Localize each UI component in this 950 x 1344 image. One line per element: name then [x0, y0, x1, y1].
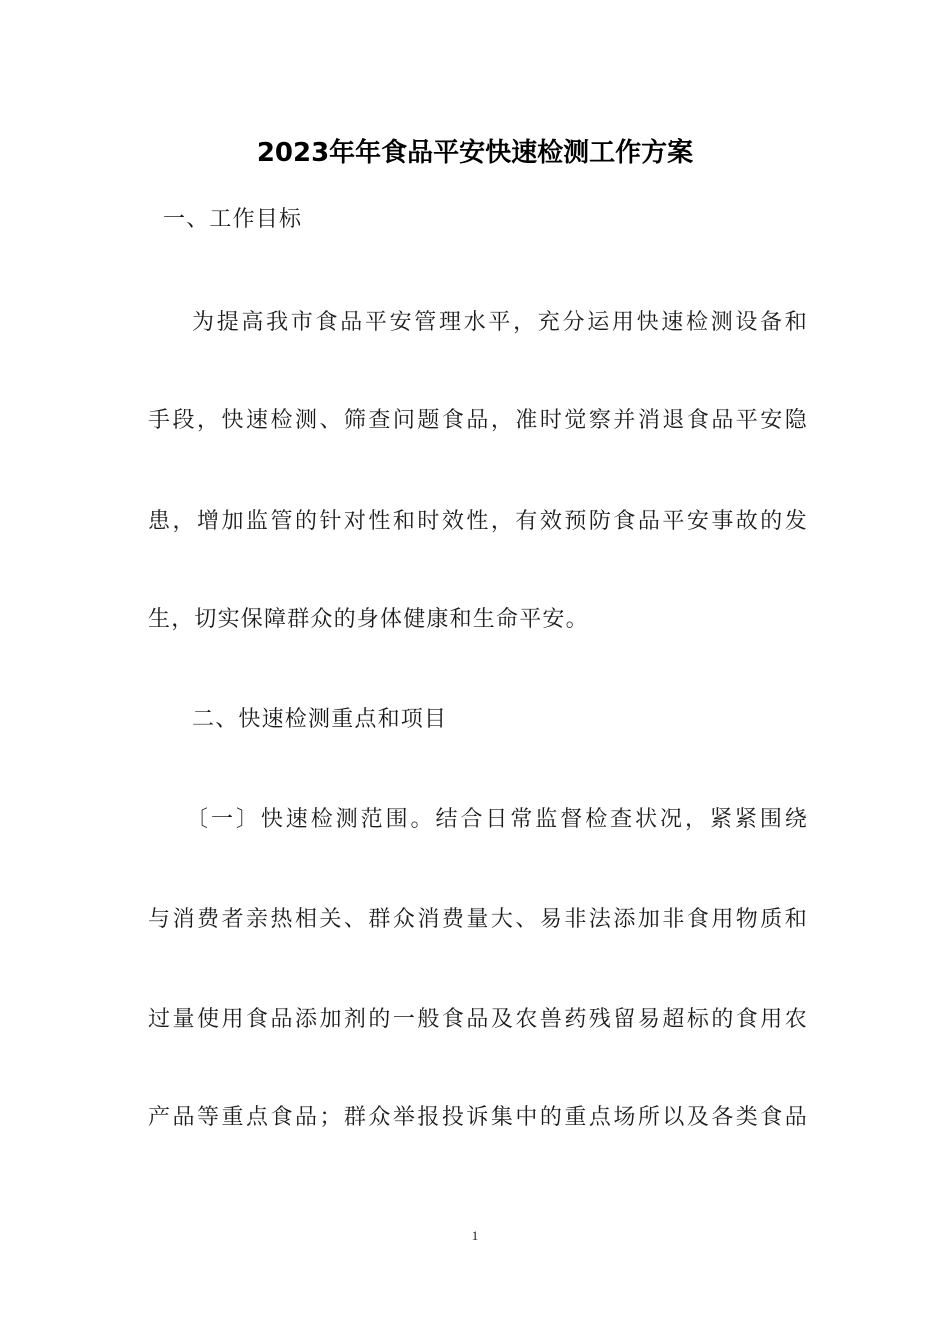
paragraph-line: 生，切实保障群众的身体健康和生命平安。 [148, 607, 589, 632]
paragraph-line: 与消费者亲热相关、群众消费量大、易非法添加非食用物质和 [148, 907, 808, 932]
document-title: 2023年年食品平安快速检测工作方案 [256, 138, 694, 168]
section-heading-2: 二、快速检测重点和项目 [192, 707, 448, 732]
paragraph-line: 手段，快速检测、筛查问题食品，准时觉察并消退食品平安隐 [148, 408, 808, 433]
paragraph-line: 产品等重点食品；群众举报投诉集中的重点场所以及各类食品 [148, 1105, 808, 1130]
paragraph-line: 为提高我市食品平安管理水平，充分运用快速检测设备和 [192, 310, 808, 335]
page-number: 1 [471, 1228, 479, 1243]
paragraph-line: 过量使用食品添加剂的一般食品及农兽药残留易超标的食用农 [148, 1007, 808, 1032]
paragraph-line: 患，增加监管的针对性和时效性，有效预防食品平安事故的发 [148, 509, 808, 534]
section-heading-1: 一、工作目标 [163, 207, 303, 232]
paragraph-line: 〔一〕快速检测范围。结合日常监督检查状况，紧紧围绕 [186, 807, 808, 832]
